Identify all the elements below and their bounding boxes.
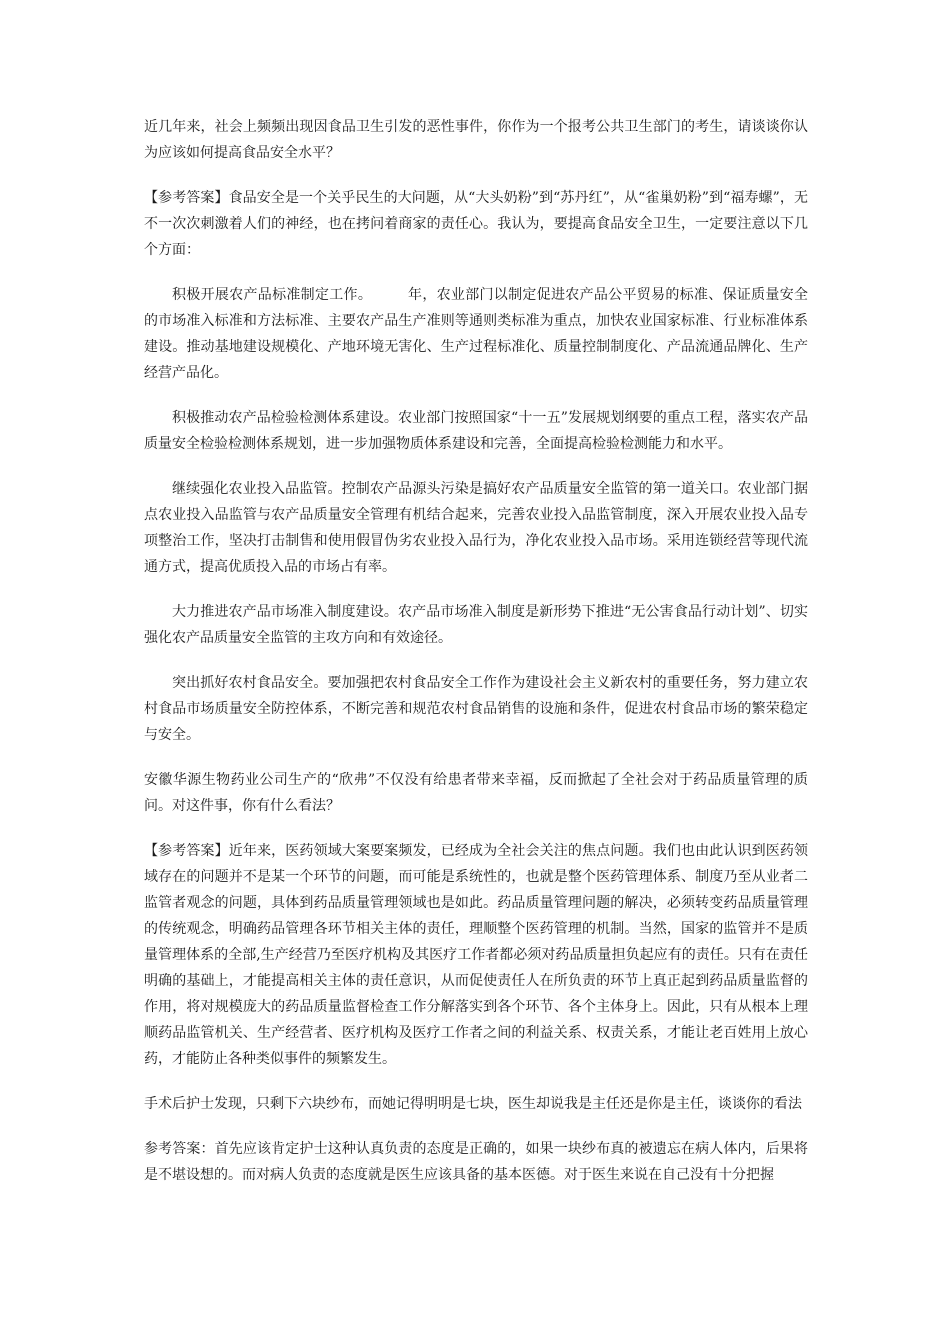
answer-point-market-access: 大力推进农产品市场准入制度建设。农产品市场准入制度是新形势下推进“无公害食品行动计划”、切实强化农产品质量安全监管的主攻方向和有效途径。 xyxy=(144,604,808,646)
answer-surgery-gauze: 参考答案：首先应该肯定护士这种认真负责的态度是正确的，如果一块纱布真的被遗忘在病人体内，后果将是不堪设想的。而对病人负责的态度就是医生应该具备的基本医德。对于医生来说在自己没有十分把握 xyxy=(144,1141,808,1183)
answer-point-standards: 积极开展农产品标准制定工作。 年，农业部门以制定促进农产品公平贸易的标准、保证质量安全的市场准入标准和方法标准、主要农产品生产准则等通则类标准为重点，加快农业国家标准、行业标准体系建设。推动基地建设规模化、产地环境无害化、生产过程标准化、质量控制制度化、产品流通品牌化、生产经营产品化。 xyxy=(144,287,808,381)
answer-food-safety-intro: 【参考答案】食品安全是一个关乎民生的大问题，从“大头奶粉”到“苏丹红”，从“雀巢奶粉”到“福寿螺”，无不一次次刺激着人们的神经，也在拷问着商家的责任心。我认为，要提高食品安全卫生，一定要注意以下几个方面： xyxy=(144,190,808,258)
answer-point-inspection: 积极推动农产品检验检测体系建设。农业部门按照国家“十一五”发展规划纲要的重点工程，落实农产品质量安全检验检测体系规划，进一步加强物质体系建设和完善，全面提高检验检测能力和水平。 xyxy=(144,410,808,452)
document-body xyxy=(144,114,808,1207)
question-drug-quality: 安徽华源生物药业公司生产的“欣弗”不仅没有给患者带来幸福，反而掀起了全社会对于药品质量管理的质问。对这件事，你有什么看法？ xyxy=(144,772,808,814)
answer-point-input-supervision: 继续强化农业投入品监管。控制农产品源头污染是搞好农产品质量安全监管的第一道关口。农业部门据点农业投入品监管与农产品质量安全管理有机结合起来，完善农业投入品监管制度，深入开展农业投入品专项整治工作，坚决打击制售和使用假冒伪劣农业投入品行为，净化农业投入品市场。采用连锁经营等现代流通方式，提高优质投入品的市场占有率。 xyxy=(144,481,808,575)
answer-drug-quality: 【参考答案】近年来，医药领域大案要案频发，已经成为全社会关注的焦点问题。我们也由此认识到医药领域存在的问题并不是某一个环节的问题，而可能是系统性的，也就是整个医药管理体系、制度乃至从业者二监管者观念的问题，具体到药品质量管理领域也是如此。药品质量管理问题的解决，必须转变药品质量管理的传统观念，明确药品管理各环节相关主体的责任，理顺整个医药管理的机制。当然，国家的监管并不是质量管理体系的全部,生产经营乃至医疗机构及其医疗工作者都必须对药品质量担负起应有的责任。只有在责任明确的基础上，才能提高相关主体的责任意识，从而促使责任人在所负责的环节上真正起到药品质量监督的作用，将对规模庞大的药品质量监督检查工作分解落实到各个环节、各个主体身上。因此，只有从根本上理顺药品监管机关、生产经营者、医疗机构及医疗工作者之间的利益关系、权责关系，才能让老百姓用上放心药，才能防止各种类似事件的频繁发生。 xyxy=(144,843,808,1067)
answer-point-rural-food: 突出抓好农村食品安全。要加强把农村食品安全工作作为建设社会主义新农村的重要任务，努力建立农村食品市场质量安全防控体系，不断完善和规范农村食品销售的设施和条件，促进农村食品市场的繁荣稳定与安全。 xyxy=(144,675,808,743)
question-surgery-gauze: 手术后护士发现，只剩下六块纱布，而她记得明明是七块，医生却说我是主任还是你是主任，谈谈你的看法 xyxy=(144,1096,802,1112)
question-food-safety: 近几年来，社会上频频出现因食品卫生引发的恶性事件，你作为一个报考公共卫生部门的考生，请谈谈你认为应该如何提高食品安全水平？ xyxy=(144,119,808,161)
